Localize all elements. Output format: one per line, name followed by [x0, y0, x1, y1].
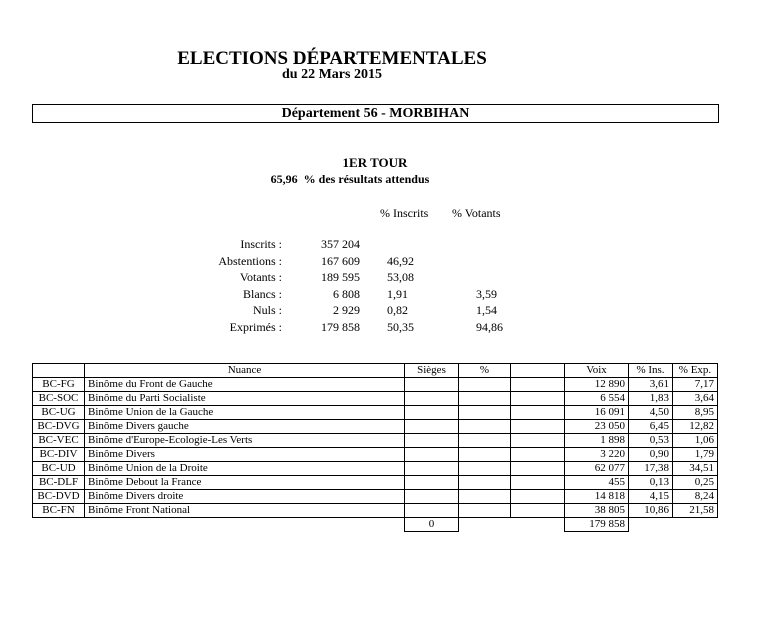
table-cell: [511, 476, 565, 490]
table-cell: 3 220: [565, 448, 629, 462]
election-date: du 22 Mars 2015: [282, 67, 382, 82]
table-cell: Binôme d'Europe-Ecologie-Les Verts: [85, 434, 405, 448]
table-cell: 4,15: [629, 490, 673, 504]
stat-label: Nuls :: [252, 303, 282, 317]
table-cell: [405, 476, 459, 490]
stat-pct-inscrits: 50,35: [387, 320, 414, 334]
table-cell: BC-DIV: [33, 448, 85, 462]
table-cell: [511, 448, 565, 462]
table-cell: [405, 504, 459, 518]
table-cell: 12 890: [565, 378, 629, 392]
table-row: [33, 448, 718, 462]
table-cell: BC-UD: [33, 462, 85, 476]
table-cell: [405, 462, 459, 476]
table-cell: Binôme du Parti Socialiste: [85, 392, 405, 406]
progress-value: 65,96: [270, 172, 298, 186]
table-cell: [511, 434, 565, 448]
table-cell: 12,82: [673, 420, 718, 434]
table-cell: BC-DVG: [33, 420, 85, 434]
column-header: [33, 364, 85, 378]
totals-row: [33, 518, 718, 532]
department-banner: [32, 104, 719, 123]
table-cell: Binôme Debout la France: [85, 476, 405, 490]
table-cell: [405, 406, 459, 420]
table-cell: [405, 378, 459, 392]
column-header: % Ins.: [629, 364, 673, 378]
column-header: Voix: [565, 364, 629, 378]
stat-label: Inscrits :: [240, 237, 282, 251]
department-name: Département 56 - MORBIHAN: [281, 106, 470, 121]
stat-value: 167 609: [321, 254, 360, 268]
table-cell: [459, 420, 511, 434]
table-cell: Binôme Front National: [85, 504, 405, 518]
table-cell: [405, 392, 459, 406]
stat-pct-votants: 1,54: [476, 303, 497, 317]
table-row: [33, 490, 718, 504]
table-cell: [511, 462, 565, 476]
table-row: [33, 476, 718, 490]
table-cell: [511, 406, 565, 420]
empty-cell: [629, 518, 673, 532]
table-cell: 62 077: [565, 462, 629, 476]
stat-pct-inscrits: 0,82: [387, 303, 408, 317]
stat-value: 2 929: [333, 303, 360, 317]
table-cell: [459, 378, 511, 392]
total-voix: 179 858: [565, 518, 629, 532]
empty-cell: [85, 518, 405, 532]
table-cell: 6,45: [629, 420, 673, 434]
table-cell: 7,17: [673, 378, 718, 392]
table-cell: BC-VEC: [33, 434, 85, 448]
table-cell: BC-UG: [33, 406, 85, 420]
table-cell: 6 554: [565, 392, 629, 406]
pct-inscrits-header: % Inscrits: [380, 206, 429, 220]
table-row: [33, 504, 718, 518]
table-cell: 3,64: [673, 392, 718, 406]
table-row: [33, 462, 718, 476]
table-cell: [459, 434, 511, 448]
stat-label: Votants :: [239, 270, 282, 284]
stat-pct-inscrits: 1,91: [387, 287, 408, 301]
table-cell: [511, 420, 565, 434]
table-cell: 1,79: [673, 448, 718, 462]
column-header: Nuance: [85, 364, 405, 378]
table-cell: BC-SOC: [33, 392, 85, 406]
table-cell: BC-DVD: [33, 490, 85, 504]
total-sieges: 0: [405, 518, 459, 532]
table-cell: 38 805: [565, 504, 629, 518]
table-cell: [511, 378, 565, 392]
table-cell: Binôme du Front de Gauche: [85, 378, 405, 392]
table-cell: [405, 420, 459, 434]
stat-pct-inscrits: 53,08: [387, 270, 414, 284]
empty-cell: [33, 518, 85, 532]
empty-cell: [459, 518, 511, 532]
table-cell: 1,83: [629, 392, 673, 406]
table-cell: 0,53: [629, 434, 673, 448]
empty-cell: [673, 518, 718, 532]
stat-pct-votants: 3,59: [476, 287, 497, 301]
page-title: ELECTIONS DÉPARTEMENTALES: [177, 48, 487, 69]
table-cell: [459, 490, 511, 504]
table-cell: [459, 462, 511, 476]
table-cell: 17,38: [629, 462, 673, 476]
results-progress: [0, 172, 700, 187]
table-cell: Binôme Divers droite: [85, 490, 405, 504]
table-cell: [405, 434, 459, 448]
table-cell: [459, 392, 511, 406]
column-header: % Exp.: [673, 364, 718, 378]
table-cell: [405, 448, 459, 462]
table-cell: [459, 406, 511, 420]
table-cell: 16 091: [565, 406, 629, 420]
table-cell: [511, 392, 565, 406]
table-cell: BC-FN: [33, 504, 85, 518]
table-cell: BC-FG: [33, 378, 85, 392]
column-header: Sièges: [405, 364, 459, 378]
table-cell: Binôme Divers gauche: [85, 420, 405, 434]
pct-votants-header: % Votants: [452, 206, 501, 220]
table-cell: Binôme Union de la Gauche: [85, 406, 405, 420]
table-row: [33, 434, 718, 448]
stat-pct-votants: 94,86: [476, 320, 503, 334]
column-header: %: [459, 364, 511, 378]
round-label: 1ER TOUR: [342, 155, 408, 170]
table-row: [33, 406, 718, 420]
stat-pct-inscrits: 46,92: [387, 254, 414, 268]
table-cell: 4,50: [629, 406, 673, 420]
table-cell: 14 818: [565, 490, 629, 504]
table-cell: BC-DLF: [33, 476, 85, 490]
column-header: [511, 364, 565, 378]
table-cell: 8,24: [673, 490, 718, 504]
stat-value: 179 858: [321, 320, 360, 334]
empty-cell: [511, 518, 565, 532]
table-row: [33, 420, 718, 434]
table-cell: [511, 490, 565, 504]
table-cell: 0,13: [629, 476, 673, 490]
table-cell: 23 050: [565, 420, 629, 434]
stat-value: 6 808: [333, 287, 360, 301]
table-cell: 34,51: [673, 462, 718, 476]
table-cell: 21,58: [673, 504, 718, 518]
table-cell: 1 898: [565, 434, 629, 448]
table-cell: [459, 448, 511, 462]
stat-label: Abstentions :: [218, 254, 282, 268]
stat-label: Blancs :: [243, 287, 282, 301]
table-cell: 10,86: [629, 504, 673, 518]
table-cell: Binôme Union de la Droite: [85, 462, 405, 476]
table-header-row: [33, 364, 718, 378]
table-cell: [459, 504, 511, 518]
table-cell: 3,61: [629, 378, 673, 392]
stat-value: 357 204: [321, 237, 360, 251]
progress-text: % des résultats attendus: [303, 172, 430, 186]
table-cell: 455: [565, 476, 629, 490]
table-cell: [511, 504, 565, 518]
stat-label: Exprimés :: [229, 320, 282, 334]
table-cell: 0,25: [673, 476, 718, 490]
table-cell: 8,95: [673, 406, 718, 420]
table-cell: Binôme Divers: [85, 448, 405, 462]
table-cell: 0,90: [629, 448, 673, 462]
table-cell: 1,06: [673, 434, 718, 448]
stat-value: 189 595: [321, 270, 360, 284]
results-table: [32, 363, 718, 532]
table-cell: [459, 476, 511, 490]
table-row: [33, 392, 718, 406]
table-cell: [405, 490, 459, 504]
table-row: [33, 378, 718, 392]
